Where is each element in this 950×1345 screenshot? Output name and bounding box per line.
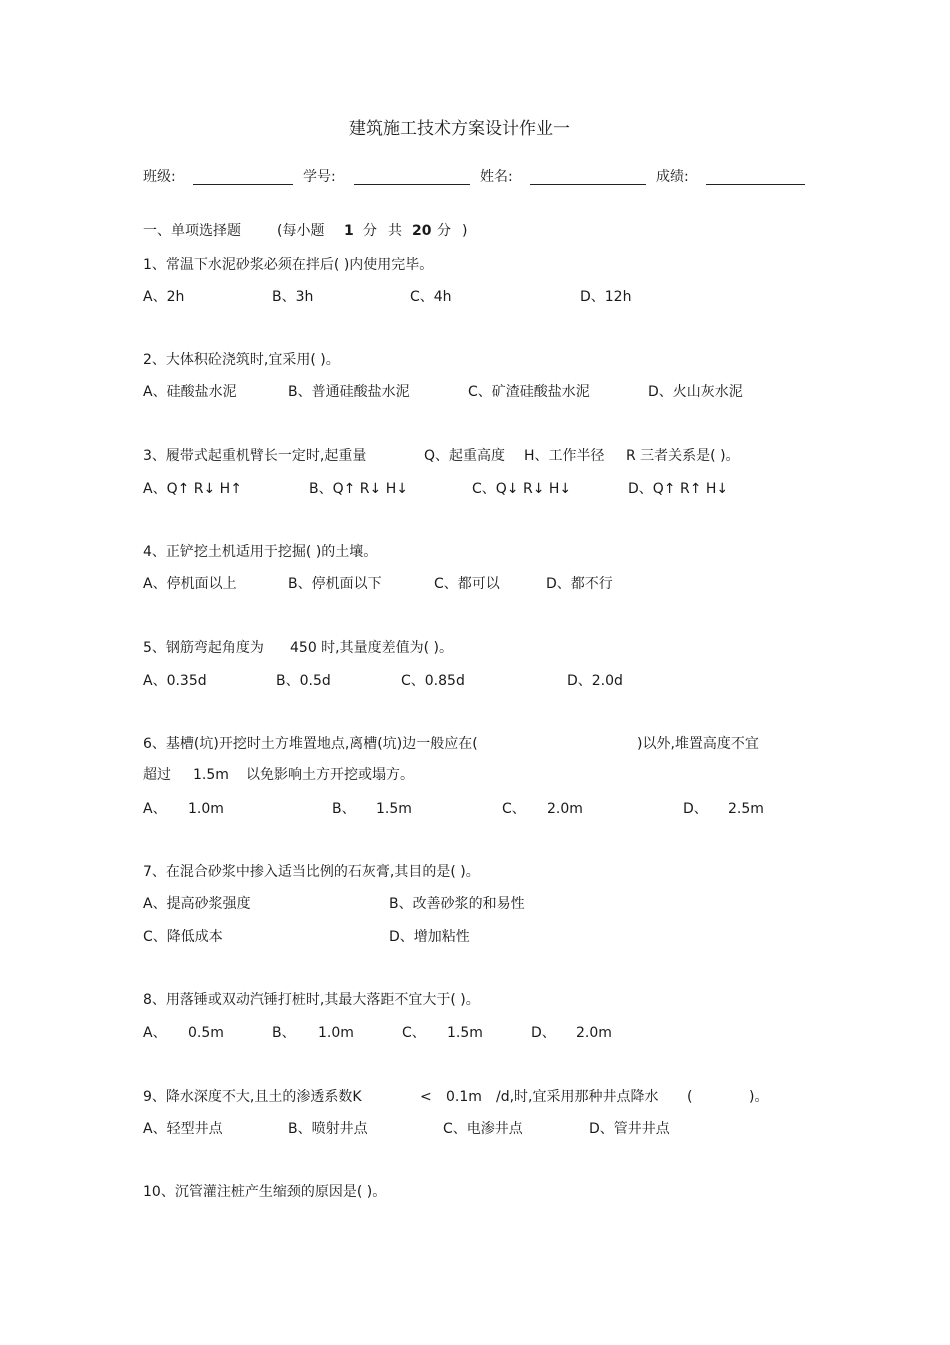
question-9-stem-part6: )。 <box>749 1089 769 1105</box>
section-heading: 一、单项选择题 <box>143 223 241 239</box>
question-2-option-d[interactable]: D、火山灰水泥 <box>648 384 743 400</box>
score-label: 成绩: <box>656 169 689 185</box>
question-6-option-d-label[interactable]: D、 <box>683 801 708 817</box>
question-5-option-a[interactable]: A、0.35d <box>143 673 207 689</box>
question-9-stem-part5: ( <box>687 1089 693 1105</box>
question-3-stem-part3: H、工作半径 <box>524 448 605 464</box>
score-field[interactable] <box>706 184 805 185</box>
question-3-stem-part2: Q、起重高度 <box>424 448 506 464</box>
question-7-option-c[interactable]: C、降低成本 <box>143 929 223 945</box>
question-10-stem: 10、沉管灌注桩产生缩颈的原因是( )。 <box>143 1184 387 1200</box>
section-unit1: 分 <box>363 223 377 239</box>
question-3-option-b[interactable]: B、Q↑ R↓ H↓ <box>309 481 408 497</box>
question-9-stem-part2: < <box>420 1089 432 1105</box>
question-6-option-b[interactable]: 1.5m <box>376 801 412 817</box>
section-total-word: 共 <box>388 223 402 239</box>
question-5-option-c[interactable]: C、0.85d <box>401 673 465 689</box>
question-5-option-d[interactable]: D、2.0d <box>567 673 623 689</box>
question-4-option-c[interactable]: C、都可以 <box>434 576 500 592</box>
question-6-option-c[interactable]: 2.0m <box>547 801 583 817</box>
question-9-option-d[interactable]: D、管井井点 <box>589 1121 670 1137</box>
question-6-stem-line1: 6、基槽(坑)开挖时土方堆置地点,离槽(坑)边一般应在( <box>143 736 478 752</box>
question-6-stem-line1-end: )以外,堆置高度不宜 <box>637 736 759 752</box>
question-5-option-b[interactable]: B、0.5d <box>276 673 331 689</box>
question-8-option-b-label[interactable]: B、 <box>272 1025 296 1041</box>
class-label: 班级: <box>143 169 176 185</box>
name-field[interactable] <box>530 184 646 185</box>
question-6-option-a-label[interactable]: A、 <box>143 801 167 817</box>
question-1-stem: 1、常温下水泥砂浆必须在拌后( )内使用完毕。 <box>143 257 434 273</box>
question-3-stem-part1: 3、履带式起重机臂长一定时,起重量 <box>143 448 367 464</box>
question-2-option-c[interactable]: C、矿渣硅酸盐水泥 <box>468 384 590 400</box>
question-6-option-a[interactable]: 1.0m <box>188 801 224 817</box>
question-6-option-c-label[interactable]: C、 <box>502 801 526 817</box>
question-4-option-b[interactable]: B、停机面以下 <box>288 576 382 592</box>
question-9-stem-part4: /d,时,宜采用那种井点降水 <box>496 1089 659 1105</box>
question-8-option-b[interactable]: 1.0m <box>318 1025 354 1041</box>
section-total: 20 <box>412 223 432 239</box>
page-title: 建筑施工技术方案设计作业一 <box>349 119 570 139</box>
question-1-option-c[interactable]: C、4h <box>410 289 452 305</box>
question-8-option-a-label[interactable]: A、 <box>143 1025 167 1041</box>
question-9-stem-part3: 0.1m <box>446 1089 482 1105</box>
question-3-option-d[interactable]: D、Q↑ R↑ H↓ <box>628 481 729 497</box>
section-note-prefix: (每小题 <box>277 223 325 239</box>
question-9-option-a[interactable]: A、轻型井点 <box>143 1121 223 1137</box>
section-per-item: 1 <box>344 223 354 239</box>
student-id-field[interactable] <box>354 184 470 185</box>
question-6-stem-line2-part2: 1.5m <box>193 767 229 783</box>
question-7-option-b[interactable]: B、改善砂浆的和易性 <box>389 896 525 912</box>
question-9-option-b[interactable]: B、喷射井点 <box>288 1121 368 1137</box>
question-5-stem-part2: 450 时,其量度差值为( )。 <box>290 640 453 656</box>
question-7-option-a[interactable]: A、提高砂浆强度 <box>143 896 251 912</box>
question-4-stem: 4、正铲挖土机适用于挖掘( )的土壤。 <box>143 544 378 560</box>
class-field[interactable] <box>193 184 293 185</box>
question-8-option-d-label[interactable]: D、 <box>531 1025 556 1041</box>
question-4-option-d[interactable]: D、都不行 <box>546 576 613 592</box>
question-4-option-a[interactable]: A、停机面以上 <box>143 576 237 592</box>
question-8-option-a[interactable]: 0.5m <box>188 1025 224 1041</box>
question-3-option-c[interactable]: C、Q↓ R↓ H↓ <box>472 481 572 497</box>
question-1-option-d[interactable]: D、12h <box>580 289 632 305</box>
question-1-option-a[interactable]: A、2h <box>143 289 185 305</box>
section-unit2: 分 <box>437 223 451 239</box>
question-3-stem-part4: R 三者关系是( )。 <box>626 448 740 464</box>
question-8-stem: 8、用落锤或双动汽锤打桩时,其最大落距不宜大于( )。 <box>143 992 480 1008</box>
question-8-option-d[interactable]: 2.0m <box>576 1025 612 1041</box>
question-9-stem-part1: 9、降水深度不大,且土的渗透系数K <box>143 1089 362 1105</box>
question-5-stem-part1: 5、钢筋弯起角度为 <box>143 640 264 656</box>
question-8-option-c[interactable]: 1.5m <box>447 1025 483 1041</box>
question-1-option-b[interactable]: B、3h <box>272 289 314 305</box>
question-2-stem: 2、大体积砼浇筑时,宜采用( )。 <box>143 352 340 368</box>
question-6-stem-line2-part3: 以免影响土方开挖或塌方。 <box>246 767 414 783</box>
name-label: 姓名: <box>480 169 513 185</box>
question-9-option-c[interactable]: C、电渗井点 <box>443 1121 523 1137</box>
question-7-stem: 7、在混合砂浆中掺入适当比例的石灰膏,其目的是( )。 <box>143 864 480 880</box>
section-note-suffix: ) <box>462 223 468 239</box>
question-2-option-a[interactable]: A、硅酸盐水泥 <box>143 384 237 400</box>
question-6-option-d[interactable]: 2.5m <box>728 801 764 817</box>
question-7-option-d[interactable]: D、增加粘性 <box>389 929 470 945</box>
question-8-option-c-label[interactable]: C、 <box>402 1025 426 1041</box>
question-6-stem-line2-part1: 超过 <box>143 767 171 783</box>
question-2-option-b[interactable]: B、普通硅酸盐水泥 <box>288 384 410 400</box>
question-3-option-a[interactable]: A、Q↑ R↓ H↑ <box>143 481 242 497</box>
question-6-option-b-label[interactable]: B、 <box>332 801 356 817</box>
student-id-label: 学号: <box>303 169 336 185</box>
